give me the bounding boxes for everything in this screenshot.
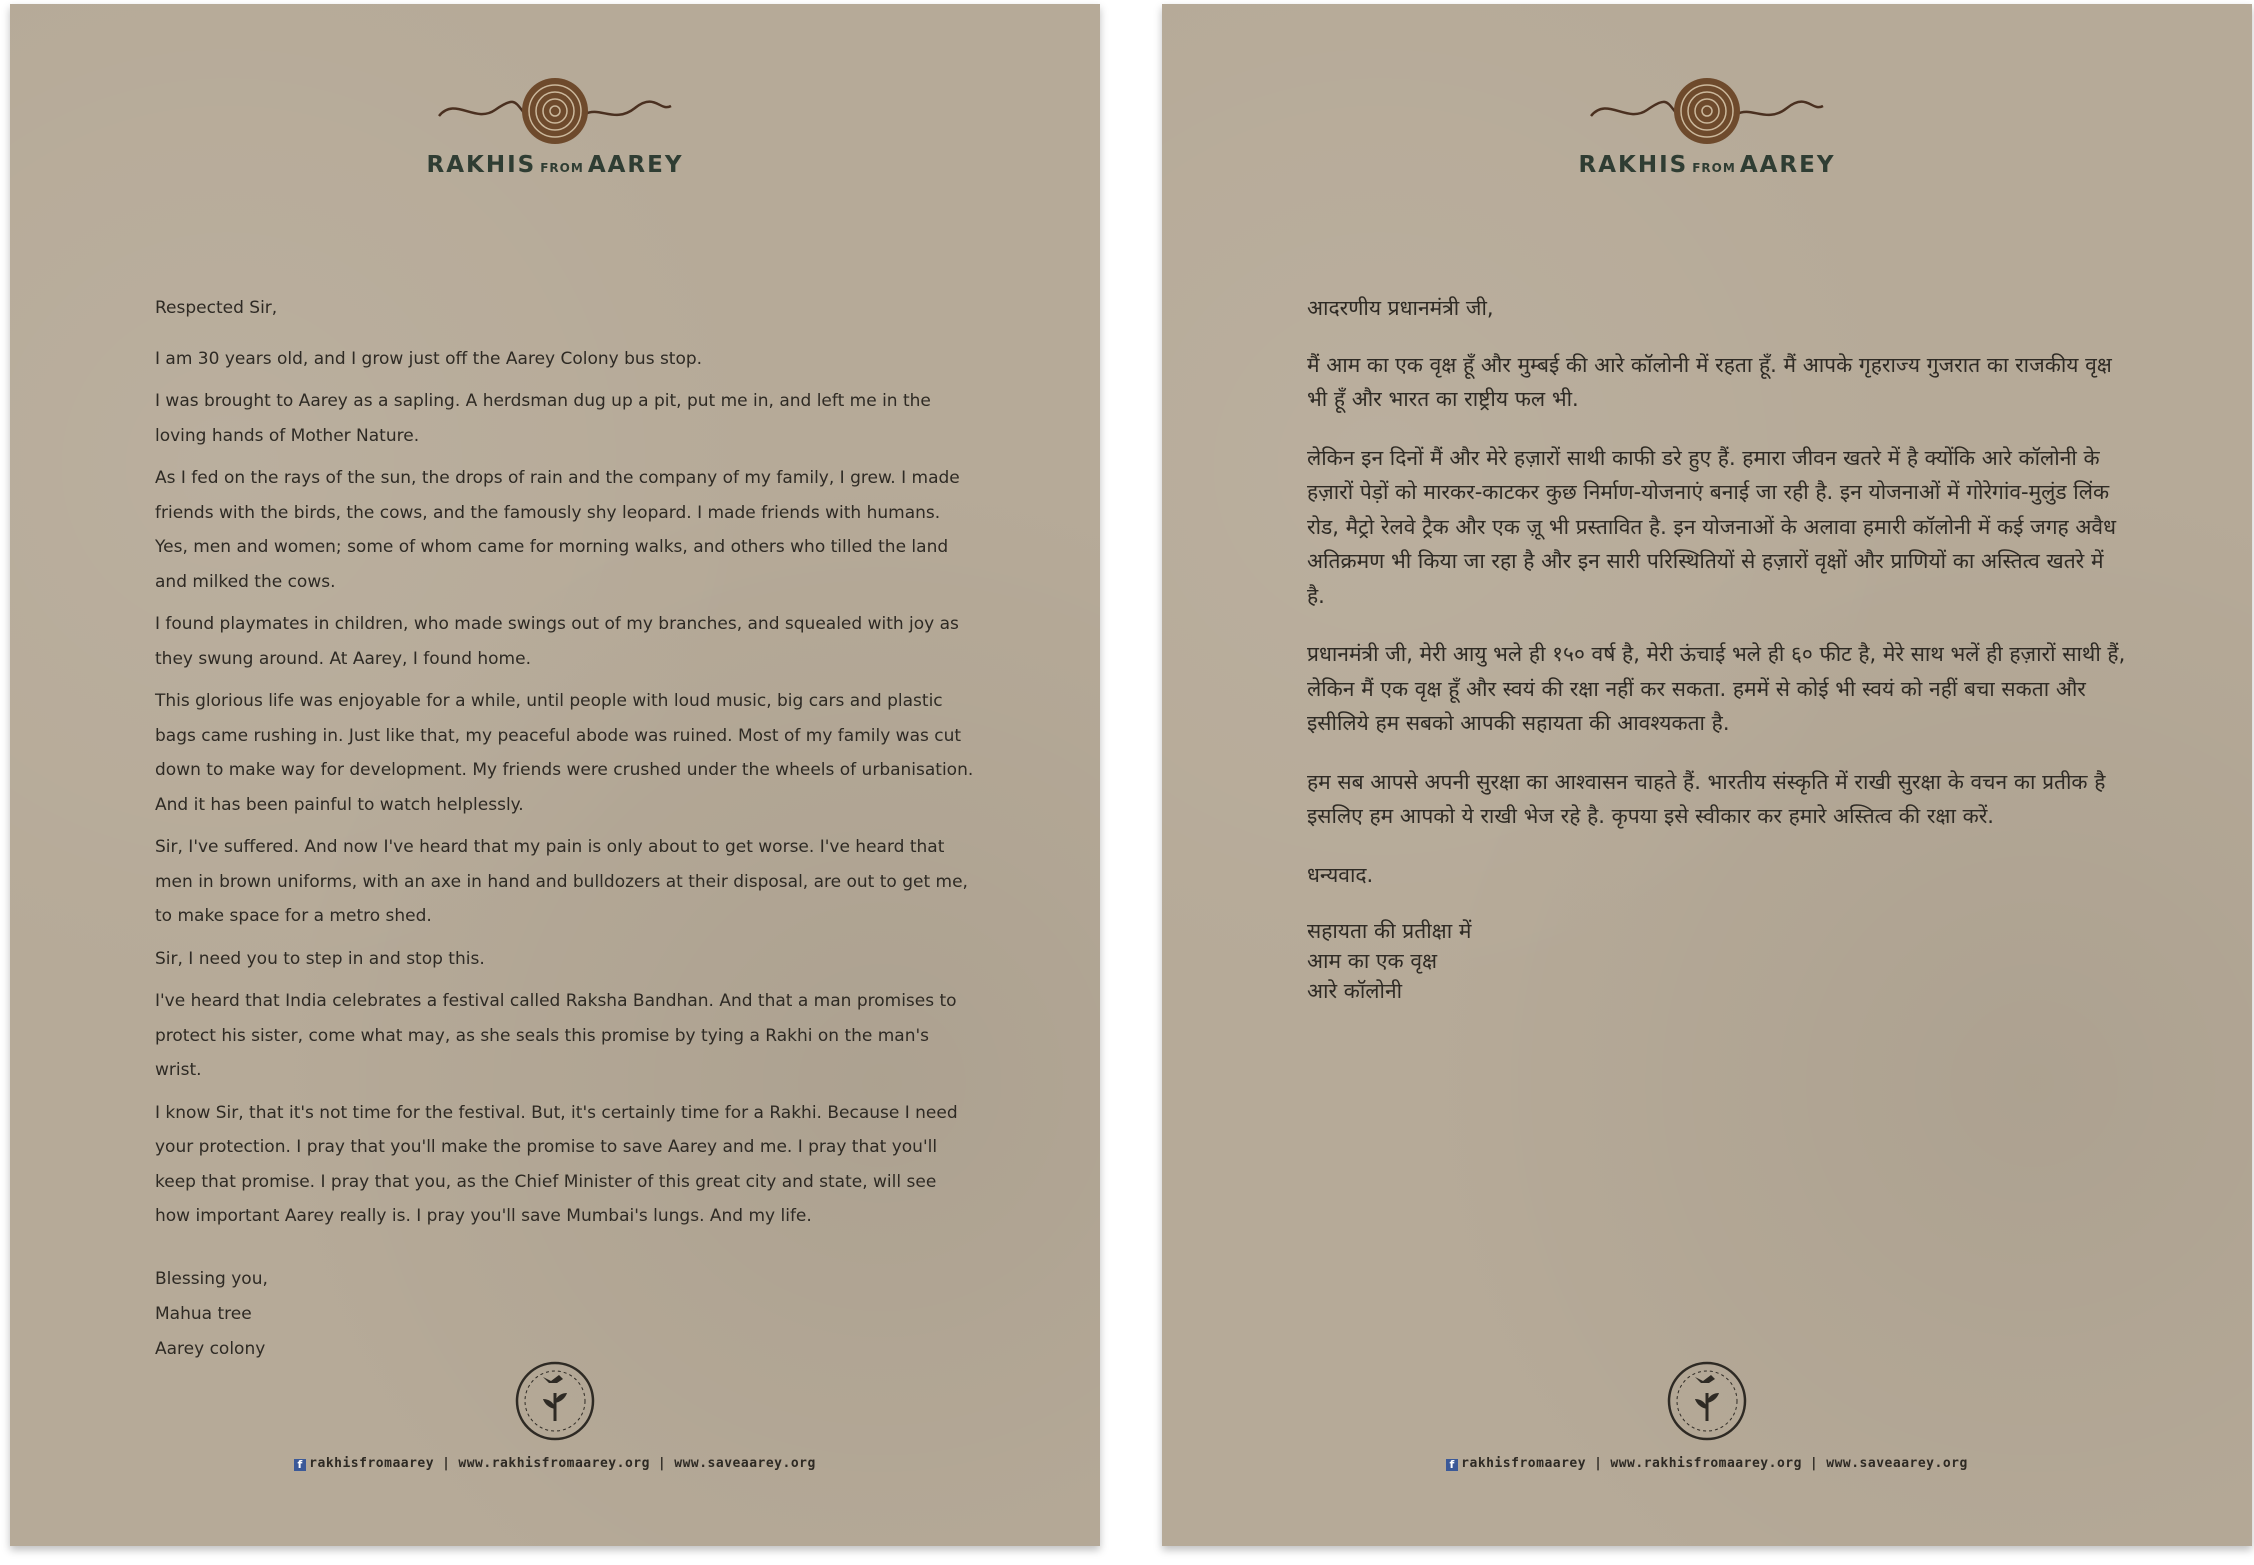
tree-ring-rakhi-logo <box>435 76 675 146</box>
paragraph: This glorious life was enjoyable for a while, until people with loud music, big cars and plastic bags came rushing in. Just like that, my peaceful abode was ruined. Most of my family was cut down to make way for development. My friends were crushed under the wheels of urbanisation. And it has been painful to watch helplessly. <box>155 691 974 815</box>
save-aarey-emblem-wrap <box>1162 1359 2252 1443</box>
paragraph: I was brought to Aarey as a sapling. A herdsman dug up a pit, put me in, and left me in the loving hands of Mother Nature. <box>155 391 931 446</box>
separator: | <box>442 1456 451 1471</box>
brand-from: FROM <box>540 161 584 175</box>
paragraph: धन्यवाद. <box>1307 862 1374 887</box>
saveaarey-site-link[interactable]: www.saveaarey.org <box>1826 1456 1968 1471</box>
paragraph: हम सब आपसे अपनी सुरक्षा का आश्वासन चाहते हैं. भारतीय संस्कृति में राखी सुरक्षा के वचन का प्रतीक है इसलिए हम आपको ये राखी भेज रहे है. कृपया इसे स्वीकार कर हमारे अस्तित्व की रक्षा करें. <box>1307 769 2106 828</box>
rakhis-site-link[interactable]: www.rakhisfromaarey.org <box>1610 1456 1802 1471</box>
paragraph: Sir, I need you to step in and stop this. <box>155 948 485 969</box>
facebook-link[interactable]: rakhisfromaarey <box>309 1456 435 1471</box>
rakhis-site-link[interactable]: www.rakhisfromaarey.org <box>458 1456 650 1471</box>
english-letter-body <box>155 291 975 1367</box>
signature-line: Mahua tree <box>155 1303 252 1324</box>
facebook-icon[interactable]: f <box>294 1459 306 1471</box>
paragraph: प्रधानमंत्री जी, मेरी आयु भले ही १५० वर्ष है, मेरी ऊंचाई भले ही ६० फीट है, मेरे साथ भलें ही हज़ारों साथी हैं, लेकिन मैं एक वृक्ष हूँ और स्वयं की रक्षा नहीं कर सकता. हममें से कोई भी स्वयं को नहीं बचा सकता और इसीलिये हम सबको आपकी सहायता की आवश्यकता है. <box>1307 642 2126 735</box>
separator: | <box>1809 1456 1819 1471</box>
facebook-link[interactable]: rakhisfromaarey <box>1461 1456 1587 1471</box>
paragraph: Sir, I've suffered. And now I've heard that my pain is only about to get worse. I've heard that men in brown uniforms, with an axe in hand and bulldozers at their disposal, are out to get me, to make space for a metro shed. <box>155 837 968 926</box>
greeting: Respected Sir, <box>155 298 278 318</box>
facebook-icon[interactable]: f <box>1446 1459 1458 1471</box>
paragraph: I found playmates in children, who made swings out of my branches, and squealed with joy as they swung around. At Aarey, I found home. <box>155 614 959 669</box>
saveaarey-site-link[interactable]: www.saveaarey.org <box>674 1456 816 1471</box>
signature-line: सहायता की प्रतीक्षा में <box>1307 919 1472 943</box>
hindi-letter-body <box>1307 291 2127 1006</box>
brand-aarey: AAREY <box>587 152 684 178</box>
paragraph: I've heard that India celebrates a festival called Raksha Bandhan. And that a man promises to protect his sister, come what may, as she seals this promise by tying a Rakhi on the man's wrist. <box>155 991 957 1080</box>
brand-name <box>1162 152 2252 178</box>
paragraph: I am 30 years old, and I grow just off the Aarey Colony bus stop. <box>155 348 703 369</box>
brand-aarey: AAREY <box>1739 152 1836 178</box>
footer-links <box>10 1456 1100 1471</box>
brand-from: FROM <box>1692 161 1736 175</box>
save-aarey-emblem-wrap <box>10 1359 1100 1443</box>
signature-line: Aarey colony <box>155 1338 266 1359</box>
save-aarey-emblem <box>513 1359 597 1443</box>
rakhis-logo <box>1162 76 2252 196</box>
separator: | <box>1594 1456 1603 1471</box>
signature-line: आम का एक वृक्ष <box>1307 949 1438 973</box>
save-aarey-emblem <box>1665 1359 1749 1443</box>
signature-line: आरे कॉलोनी <box>1307 979 1403 1003</box>
paragraph: As I fed on the rays of the sun, the drops of rain and the company of my family, I grew. I made friends with the birds, the cows, and the famously shy leopard. I made friends with humans. Yes, men and women; some of whom came for morning walks, and others who tilled the land and milked the cows. <box>155 468 960 592</box>
rakhis-logo <box>10 76 1100 196</box>
separator: | <box>657 1456 667 1471</box>
signature-block <box>155 1262 975 1367</box>
tree-ring-rakhi-logo <box>1587 76 1827 146</box>
signature-line: Blessing you, <box>155 1268 268 1289</box>
paragraph: I know Sir, that it's not time for the festival. But, it's certainly time for a Rakhi. Because I need your protection. I pray that you'll make the promise to save Aarey and me. I pray that you'll keep that promise. I pray that you, as the Chief Minister of this great city and state, will see how important Aarey really is. I pray you'll save Mumbai's lungs. And my life. <box>155 1102 958 1226</box>
brand-rakhis: RAKHIS <box>1578 152 1689 178</box>
footer-links <box>1162 1456 2252 1471</box>
english-letter-sheet <box>10 4 1100 1546</box>
paragraph: मैं आम का एक वृक्ष हूँ और मुम्बई की आरे कॉलोनी में रहता हूँ. मैं आपके गृहराज्य गुजरात का राजकीय वृक्ष भी हूँ और भारत का राष्ट्रीय फल भी. <box>1307 352 2112 411</box>
greeting: आदरणीय प्रधानमंत्री जी, <box>1307 296 1494 320</box>
paragraph: लेकिन इन दिनों मैं और मेरे हज़ारों साथी काफी डरे हुए हैं. हमारा जीवन खतरे में है क्योंकि आरे कॉलोनी के हज़ारों पेड़ों को मारकर-काटकर कुछ निर्माण-योजनाएं बनाई जा रही है. इन योजनाओं में गोरेगांव-मुलुंड लिंक रोड, मैट्रो रेलवे ट्रैक और एक ज़ू भी प्रस्तावित है. इन योजनाओं के अलावा हमारी कॉलोनी में कई जगह अवैध अतिक्रमण भी किया जा रहा है और इन सारी परिस्थितियों से हज़ारों वृक्षों और प्राणियों का अस्तित्व खतरे में है. <box>1307 445 2116 608</box>
hindi-letter-sheet <box>1162 4 2252 1546</box>
signature-block <box>1307 916 2127 1006</box>
brand-rakhis: RAKHIS <box>426 152 537 178</box>
brand-name <box>10 152 1100 178</box>
